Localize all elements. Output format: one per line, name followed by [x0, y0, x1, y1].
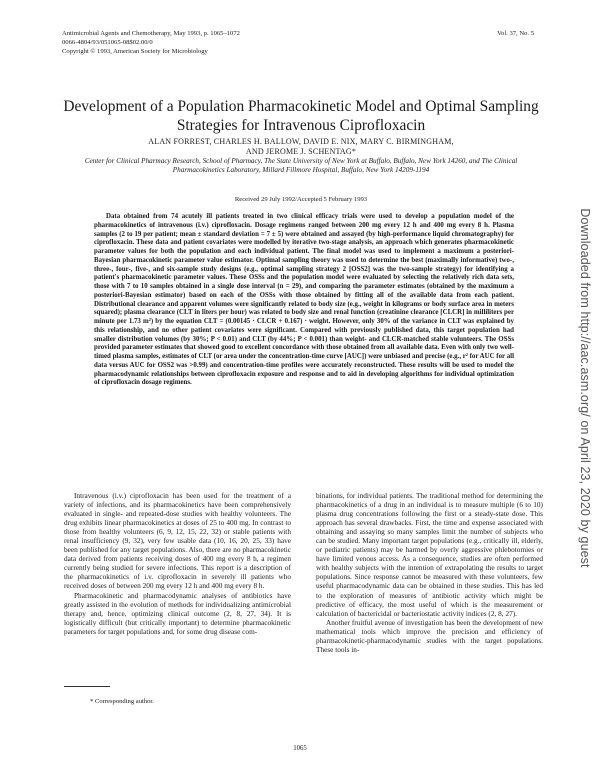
author-line-2: AND JEROME J. SCHENTAG*	[245, 147, 357, 156]
download-watermark-link[interactable]: Downloaded from http://aac.asm.org/ on April 23, 2020 by guest	[578, 208, 592, 568]
author-line-1: ALAN FORREST, CHARLES H. BALLOW, DAVID E. NIX, MARY C. BIRMINGHAM,	[148, 137, 454, 146]
author-list	[60, 137, 542, 157]
body-column-right	[316, 491, 543, 654]
received-date: Received 29 July 1992/Accepted 5 February 1993	[234, 196, 368, 203]
abstract: Data obtained from 74 acutely ill patients treated in two clinical efficacy trials were used to develop a population model of the pharmacokinetics of intravenous (i.v.) ciprofloxacin. Dosage regimens ranged between 200 mg every 12 h and 400 mg every 8 h. Plasma samples (2 to 19 per patient; mean ± standard deviation = 7 ± 5) were obtained and assayed (by high-performance liquid chromatography) for ciprofloxacin. These data and patient covariates were modelled by iterative two-stage analysis, an approach which generates pharmacokinetic parameter values for both the population and each individual patient. The final model was used to implement a maximum a posteriori-Bayesian pharmacokinetic parameter value estimator. Optimal sampling theory was used to determine the best (maximally informative) two-, three-, four-, five-, and six-sample study designs (e.g., optimal sampling strategy 2 [OSS2] was the two-sample strategy) for identifying a patient's pharmacokinetic parameter values. These OSSs and the population model were evaluated by selecting the relatively rich data sets, those with 7 to 10 samples obtained in a single dose interval (n = 29), and comparing the parameter estimates (obtained by the maximum a posteriori-Bayesian estimator) based on each of the OSSs with those obtained by fitting all of the available data from each patient. Distributional clearance and apparent volumes were significantly related to body size (e.g., weight in kilograms or body surface area in meters squared); plasma clearance (CLT in liters per hour) was related to body size and renal function (creatinine clearance [CLCR] in milliliters per minute per 1.73 m²) by the equation CLT = (0.00145 · CLCR + 0.167) · weight. However, only 30% of the variance in CLT was explained by this relationship, and no other patient covariates were significant. Compared with previously published data, this target population had smaller distribution volumes (by 30%; P < 0.01) and CLT (by 44%; P < 0.001) than weight- and CLCR-matched stable volunteers. The OSSs provided parameter estimates that showed good to excellent concordance with those obtained from all available data. Even with only two well-timed plasma samples, estimates of CLT (or area under the concentration-time curve [AUC]) were unbiased and precise (e.g., r² for AUC for all data versus AUC for OSS2 was >0.99) and concentration-time profiles were accurately reconstructed. These results will be used to model the pharmacodynamic relationships between ciprofloxacin exposure and response and to aid in developing algorithms for individual optimization of ciprofloxacin dosage regimens.	[94, 213, 514, 387]
journal-citation: Antimicrobial Agents and Chemotherapy, May 1993, p. 1065–1072	[62, 30, 240, 37]
body-paragraph: Another fruitful avenue of investigation has been the development of new mathematical tools which improve the precision and efficiency of pharmacokinetic-pharmacodynamic studies with the target populations. These tools in-	[316, 617, 543, 654]
footnote-divider	[64, 686, 110, 687]
page-number: 1065	[293, 745, 307, 752]
body-paragraph: Pharmacokinetic and pharmacodynamic analyses of antibiotics have greatly assisted in the evolution of methods for individualizing antimicrobial therapy and, hence, optimizing clinical outcome (2, 8, 27, 34). It is logistically difficult (but critically important) to determine pharmacokinetic parameters for target populations and, for some drug disease com-	[64, 590, 291, 636]
volume-issue: Vol. 37, No. 5	[497, 30, 534, 37]
body-paragraph: binations, for individual patients. The traditional method for determining the pharmacokinetics of a drug in an individual is to measure multiple (6 to 10) plasma drug concentrations following the first or a steady-state dose. This approach has several drawbacks. First, the time and expense associated with obtaining and assaying so many samples limit the number of subjects who can be studied. Many important target populations (e.g., critically ill, elderly, or pediatric patients) may be harmed by overly aggressive phlebotomies or have limited venous access. As a consequence, studies are often performed with healthy subjects with the intention of extrapolating the results to target populations. Since response cannot be measured with these volunteers, few useful pharmacodynamic data can be obtained in these studies. This has led to the exploration of measures of antibiotic activity which might be predictive of efficacy, the most useful of which is the measurement or calculation of bactericidal or bacteriostatic activity indices (2, 8, 27).	[316, 491, 543, 618]
article-title: Development of a Population Pharmacokinetic Model and Optimal Sampling Strategies for Intravenous Ciprofloxacin	[63, 98, 539, 134]
affiliation: Center for Clinical Pharmacy Research, School of Pharmacy, The State University of New York at Buffalo, Buffalo, New York 14260, and The Clinical Pharmacokinetics Laboratory, Millard Fillmore Hospital, Buffalo, New York 14209-1194	[84, 157, 518, 175]
body-paragraph: Intravenous (i.v.) ciprofloxacin has been used for the treatment of a variety of infections, and its pharmacokinetics have been comprehensively evaluated in single- and repeated-dose studies with healthy volunteers. The drug exhibits linear pharmacokinetics at doses of 25 to 400 mg. In contrast to those from healthy volunteers (6, 9, 12, 15, 22, 32) or stable patients with renal insufficiency (9, 32), very few usable data (10, 16, 20, 25, 33) have been published for any target populations. Also, there are no pharmacokinetic data derived from patients receiving doses of 400 mg every 8 h, a regimen currently being studied for severe infections. This report is a description of the pharmacokinetics of i.v. ciprofloxacin in severely ill patients who received doses of between 200 mg every 12 h and 400 mg every 8 h.	[64, 491, 291, 591]
body-column-left	[64, 491, 291, 636]
copyright-line: Copyright © 1993, American Society for Microbiology	[62, 48, 208, 55]
issn-line: 0066-4804/93/051065-08$02.00/0	[62, 39, 153, 46]
footnote-corresponding-author: * Corresponding author.	[90, 698, 154, 705]
